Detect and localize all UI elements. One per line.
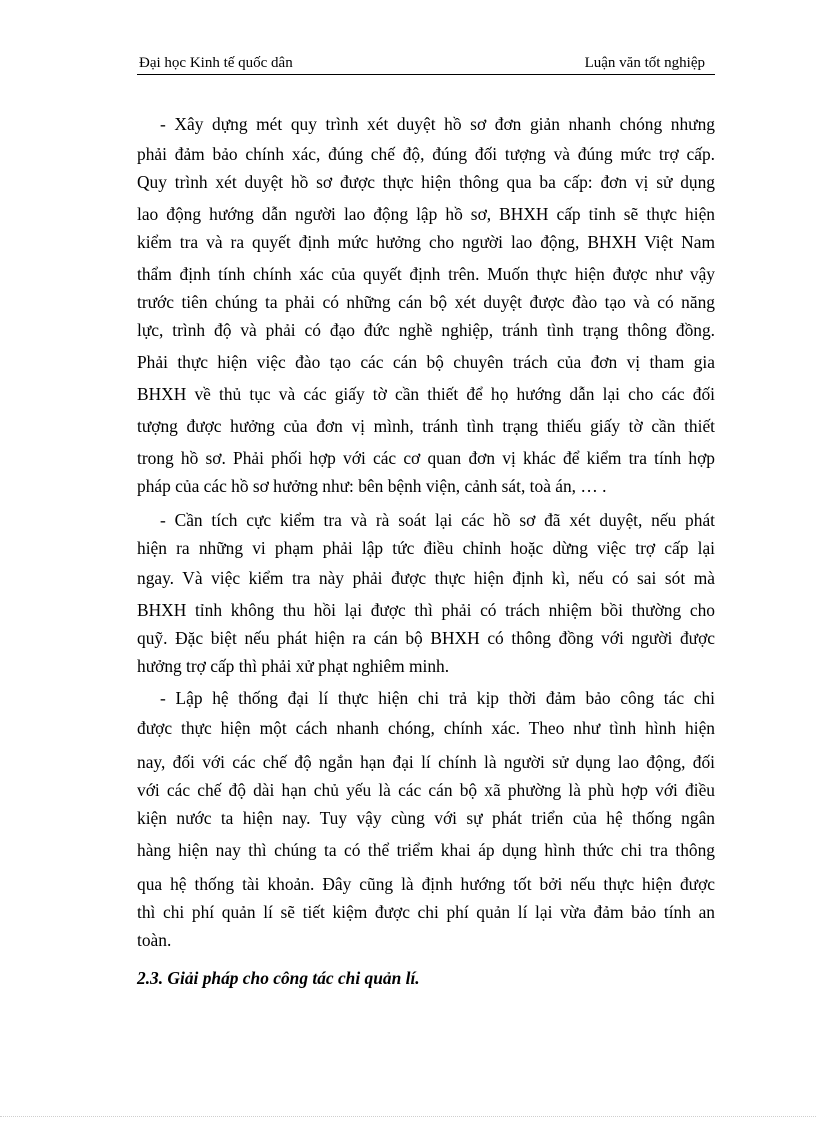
text-line: tượng được hưởng của đơn vị mình, tránh tình trạng thiếu giấy tờ cần thiết — [137, 416, 715, 436]
text-line: được thực hiện một cách nhanh chóng, chính xác. Theo như tình hình hiện — [137, 718, 715, 738]
text-line: trước tiên chúng ta phải có những cán bộ xét duyệt được đào tạo và có năng — [137, 292, 715, 312]
header-institution: Đại học Kinh tế quốc dân — [139, 55, 293, 71]
text-line: phải đảm bảo chính xác, đúng chế độ, đúng đối tượng và đúng mức trợ cấp. — [137, 144, 715, 164]
text-line: BHXH tỉnh không thu hồi lại được thì phải có trách nhiệm bồi thường cho — [137, 600, 715, 620]
page-bottom-rule — [0, 1116, 816, 1117]
text-line: quỹ. Đặc biệt nếu phát hiện ra cán bộ BHXH có thông đồng với người được — [137, 628, 715, 648]
text-line: thẩm định tính chính xác của quyết định trên. Muốn thực hiện được như vậy — [137, 264, 715, 284]
text-line: - Xây dựng mét quy trình xét duyệt hồ sơ đơn giản nhanh chóng nhưng — [160, 114, 715, 134]
text-line: hiện ra những vi phạm phải lập tức điều chỉnh hoặc dừng việc trợ cấp lại — [137, 538, 715, 558]
text-line: toàn. — [137, 930, 172, 950]
text-line: nay, đối với các chế độ ngắn hạn đại lí chính là người sử dụng lao động, đối — [137, 752, 715, 772]
text-line: - Cần tích cực kiểm tra và rà soát lại các hồ sơ đã xét duyệt, nếu phát — [160, 510, 715, 530]
text-line: với các chế độ dài hạn chủ yếu là các cán bộ xã phường là phù hợp với điều — [137, 780, 715, 800]
text-line: trong hồ sơ. Phải phối hợp với các cơ quan đơn vị khác để kiểm tra tính hợp — [137, 448, 715, 468]
text-line: hưởng trợ cấp thì phải xử phạt nghiêm minh. — [137, 656, 450, 676]
text-line: Quy trình xét duyệt hồ sơ được thực hiện thông qua ba cấp: đơn vị sử dụng — [137, 172, 715, 192]
text-line: Phải thực hiện việc đào tạo các cán bộ chuyên trách của đơn vị tham gia — [137, 352, 715, 372]
text-line: lực, trình độ và phải có đạo đức nghề nghiệp, tránh tình trạng thông đồng. — [137, 320, 715, 340]
text-line: thì chi phí quản lí sẽ tiết kiệm được chi phí quản lí lại vừa đảm bảo tính an — [137, 902, 715, 922]
header-document-type: Luận văn tốt nghiệp — [584, 55, 705, 71]
text-line: kiện nước ta hiện nay. Tuy vậy cùng với sự phát triển của hệ thống ngân — [137, 808, 715, 828]
text-line: hàng hiện nay thì chúng ta có thể triểm khai áp dụng hình thức chi tra thông — [137, 840, 715, 860]
text-line: qua hệ thống tài khoản. Đây cũng là định hướng tốt bởi nếu thực hiện được — [137, 874, 715, 894]
text-line: pháp của các hồ sơ hưởng như: bên bệnh viện, cảnh sát, toà án, … . — [137, 476, 607, 496]
section-heading: 2.3. Giải pháp cho công tác chi quản lí. — [137, 968, 420, 988]
text-line: - Lập hệ thống đại lí thực hiện chi trả kịp thời đảm bảo công tác chi — [160, 688, 715, 708]
text-line: kiểm tra và ra quyết định mức hưởng cho người lao động, BHXH Việt Nam — [137, 232, 715, 252]
text-line: lao động hướng dẫn người lao động lập hồ sơ, BHXH cấp tỉnh sẽ thực hiện — [137, 204, 715, 224]
text-line: BHXH về thủ tục và các giấy tờ cần thiết để họ hướng dẫn lại cho các đối — [137, 384, 715, 404]
text-line: ngay. Và việc kiểm tra này phải được thực hiện định kì, nếu có sai sót mà — [137, 568, 715, 588]
